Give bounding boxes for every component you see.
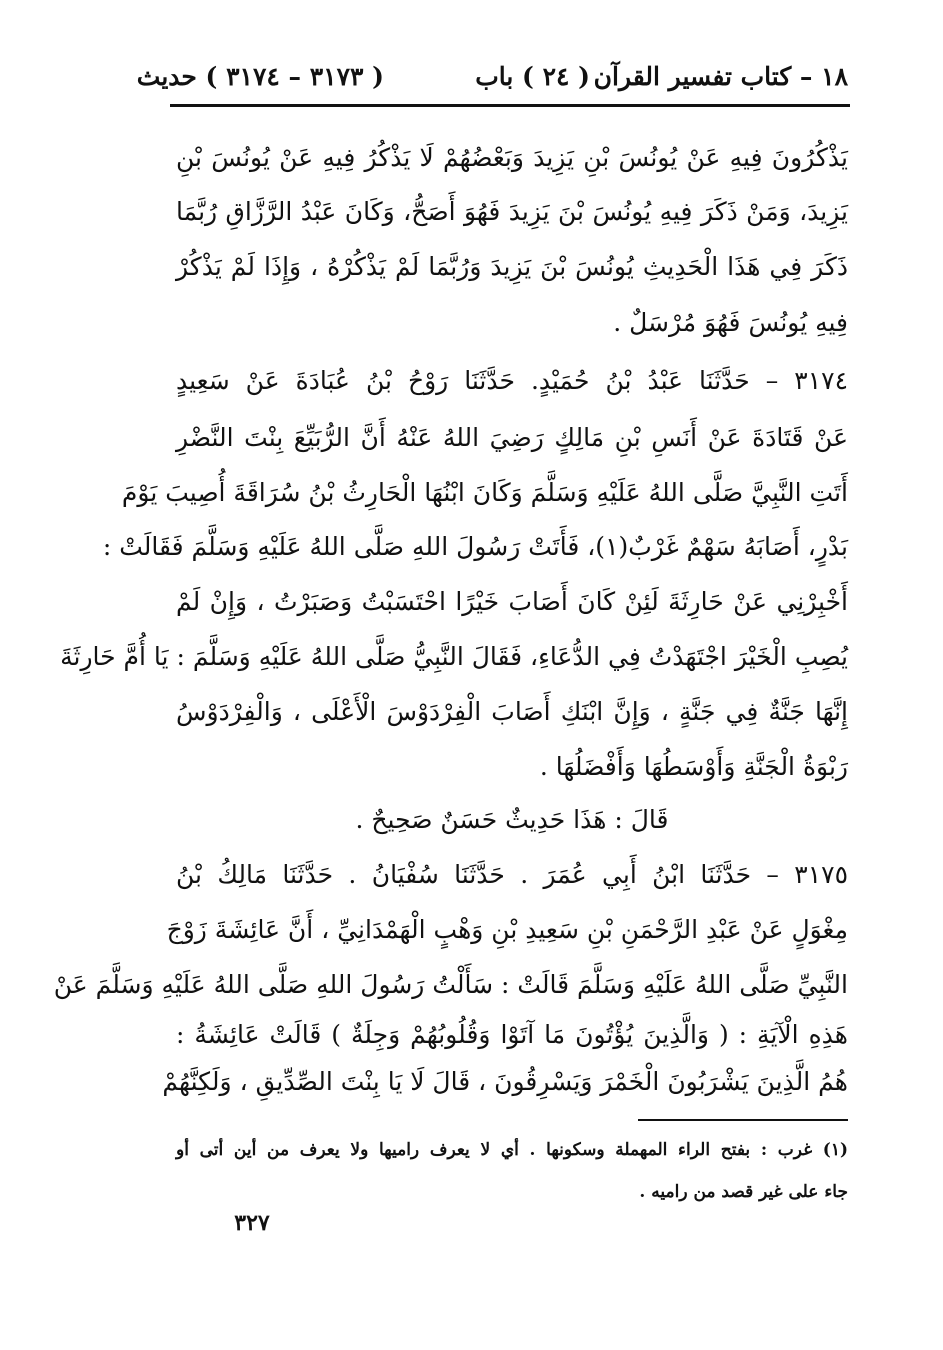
footnote-line: جاء على غير قصد من راميه . (639, 1182, 848, 1202)
hadith-3174-opening: ٣١٧٤ – حَدَّثَنَا عَبْدُ بْنُ حُمَيْدٍ. حَدَّثَنَا رَوْحُ بْنُ عُبَادَةَ عَنْ سَعِيدٍ (176, 366, 848, 395)
text-line: عَنْ قَتَادَةَ عَنْ أَنَسِ بْنِ مَالِكٍ رَضِيَ اللهُ عَنْهُ أَنَّ الرُّبَيِّعَ بِنْتَ النَّضْرِ (176, 423, 848, 452)
text-line: فِيهِ يُونُسَ فَهُوَ مُرْسَلٌ . (613, 308, 848, 337)
text-line: رَبْوَةُ الْجَنَّةِ وَأَوْسَطُهَا وَأَفْضَلُهَا . (539, 752, 848, 781)
text-line: إِنَّهَا جَنَّةٌ فِي جَنَّةٍ ، وَإِنَّ ابْنَكِ أَصَابَ الْفِرْدَوْسَ الْأَعْلَى ، وَالْفِرْدَوْسُ (176, 697, 848, 726)
header-book-title: ١٨ – كتاب تفسير القرآن (593, 62, 848, 91)
text-line: بَدْرٍ، أَصَابَهُ سَهْمٌ غَرْبٌ(١)، فَأَتَتْ رَسُولَ اللهِ صَلَّى اللهُ عَلَيْهِ وَسَلَّمَ فَقَالَتْ : (102, 532, 848, 561)
header-rule (170, 104, 850, 107)
text-line: يَذْكُرُونَ فِيهِ عَنْ يُونُسَ بْنِ يَزِيدَ وَبَعْضُهُمْ لَا يَذْكُرُ فِيهِ عَنْ يُونُسَ بْنِ (176, 143, 848, 172)
text-line: هُمُ الَّذِينَ يَشْرَبُونَ الْخَمْرَ وَيَسْرِقُونَ ، قَالَ لَا يَا بِنْتَ الصِّدِّيقِ ، وَلَكِنَّهُمْ (162, 1067, 848, 1096)
page-number: ٣٢٧ (234, 1210, 270, 1236)
text-line: أَخْبِرْنِي عَنْ حَارِثَةَ لَئِنْ كَانَ أَصَابَ خَيْرًا احْتَسَبْتُ وَصَبَرْتُ ، وَإِنْ لَمْ (176, 587, 848, 616)
hadith-3175-opening: ٣١٧٥ – حَدَّثَنَا ابْنُ أَبِي عُمَرَ . حَدَّثَنَا سُفْيَانُ . حَدَّثَنَا مَالِكُ بْنُ (176, 860, 848, 889)
header-hadith-range: ( ٣١٧٣ – ٣١٧٤ ) حديث (136, 62, 384, 91)
footnote-rule (638, 1119, 848, 1121)
hadith-grading: قَالَ : هَذَا حَدِيثٌ حَسَنٌ صَحِيحٌ . (355, 805, 669, 834)
text-line: أَتَتِ النَّبِيَّ صَلَّى اللهُ عَلَيْهِ وَسَلَّمَ وَكَانَ ابْنُهَا الْحَارِثُ بْنُ سُرَاقَةَ أُصِيبَ يَوْمَ (121, 478, 848, 507)
footnote-line: (١) غرب : بفتح الراء المهملة وسكونها . أي لا يعرف راميها ولا يعرف من أين أتى أو (176, 1140, 848, 1160)
text-line: مِغْوَلٍ عَنْ عَبْدِ الرَّحْمَنِ بْنِ سَعِيدِ بْنِ وَهْبٍ الْهَمْدَانِيِّ ، أَنَّ عَائِشَةَ زَوْجَ (166, 915, 848, 944)
text-line: يَزِيدَ، وَمَنْ ذَكَرَ فِيهِ يُونُسَ بْنَ يَزِيدَ فَهُوَ أَصَحُّ، وَكَانَ عَبْدُ الرَّزَّاقِ رُبَّمَا (176, 197, 848, 226)
text-line: يُصِبِ الْخَيْرَ اجْتَهَدْتُ فِي الدُّعَاءِ، فَقَالَ النَّبِيُّ صَلَّى اللهُ عَلَيْهِ وَسَلَّمَ : يَا أُمَّ حَارِثَةَ (60, 642, 848, 671)
text-line: هَذِهِ الْآيَةِ : ( وَالَّذِينَ يُؤْتُونَ مَا آتَوْا وَقُلُوبُهُمْ وَجِلَةٌ ) قَالَتْ عَائِشَةُ : (176, 1020, 848, 1049)
text-line: النَّبِيِّ صَلَّى اللهُ عَلَيْهِ وَسَلَّمَ قَالَتْ : سَأَلْتُ رَسُولَ اللهِ صَلَّى اللهُ عَلَيْهِ وَسَلَّمَ عَنْ (53, 970, 848, 999)
text-line: ذَكَرَ فِي هَذَا الْحَدِيثِ يُونُسَ بْنَ يَزِيدَ وَرُبَّمَا لَمْ يَذْكُرْهُ ، وَإِذَا لَمْ يَذْكُرْ (176, 252, 848, 281)
header-chapter: ( ٢٤ ) باب (475, 62, 590, 91)
running-header (136, 58, 848, 102)
